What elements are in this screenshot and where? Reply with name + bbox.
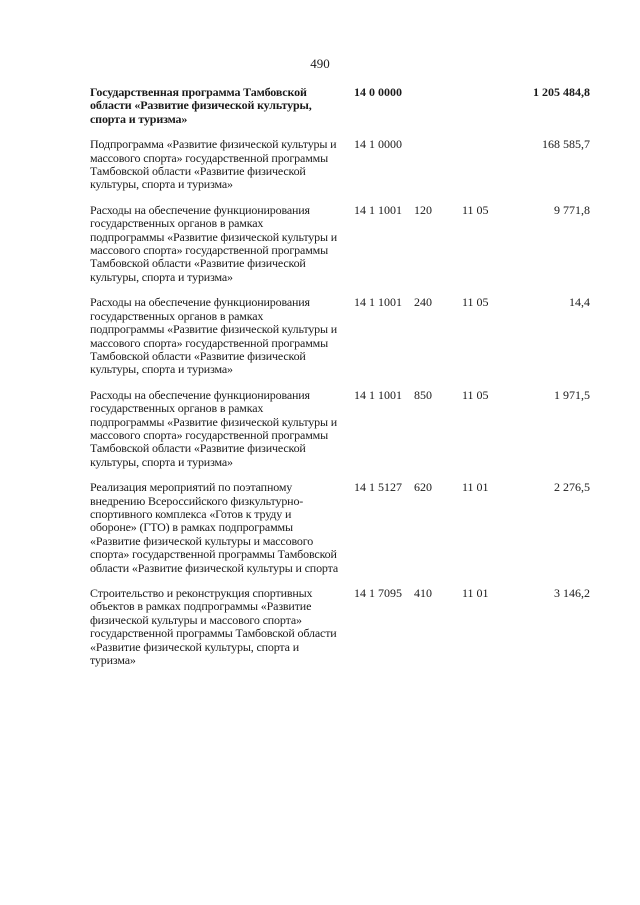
row-expense-type: 850	[414, 387, 432, 402]
row-target-code: 14 1 7095	[354, 586, 402, 600]
row-section-code: 11 05	[462, 202, 489, 217]
row-name: Расходы на обеспечение функционирования государственных органов в рамках подпрограммы «Развитие физической культуры и массового спорта» государственной программы Тамбовской области «Развитие физической культуры, спорта и туризма»	[90, 387, 338, 469]
row-name: Реализация мероприятий по поэтапному внедрению Всероссийского физкультурно-спортивного комплекса «Готов к труду и обороне» (ГТО) в рамках подпрограммы «Развитие физической культуры и массового спорта» государственной программы Тамбовской области «Развитие физической культуры и спорта	[90, 480, 339, 575]
budget-table	[90, 86, 590, 679]
row-section-code: 11 01	[462, 586, 489, 600]
row-section-code: 11 01	[462, 480, 489, 495]
row-name: Расходы на обеспечение функционирования государственных органов в рамках подпрограммы «Развитие физической культуры и массового спорта» государственной программы Тамбовской области «Развитие физической культуры, спорта и туризма»	[90, 295, 338, 377]
row-target-code: 14 0 0000	[354, 85, 402, 99]
row-section-code: 11 05	[462, 387, 489, 402]
table-row	[90, 587, 590, 667]
row-amount: 14,4	[569, 295, 590, 310]
row-amount: 1 971,5	[554, 387, 590, 402]
table-row	[90, 86, 590, 126]
row-name: Расходы на обеспечение функционирования государственных органов в рамках подпрограммы «Развитие физической культуры и массового спорта» государственной программы Тамбовской области «Развитие физической культуры, спорта и туризма»	[90, 202, 338, 284]
row-amount: 9 771,8	[554, 202, 590, 217]
table-row	[90, 389, 590, 469]
row-target-code: 14 1 1001	[354, 295, 402, 310]
row-target-code: 14 1 1001	[354, 387, 402, 402]
row-target-code: 14 1 1001	[354, 202, 402, 217]
row-expense-type: 240	[414, 295, 432, 310]
table-row	[90, 481, 590, 575]
row-name: Государственная программа Тамбовской области «Развитие физической культуры, спорта и туризма»	[90, 85, 312, 126]
table-row	[90, 296, 590, 376]
row-expense-type: 120	[414, 202, 432, 217]
row-amount: 168 585,7	[542, 137, 590, 152]
table-row	[90, 204, 590, 284]
row-section-code: 11 05	[462, 295, 489, 310]
row-amount: 2 276,5	[554, 480, 590, 495]
row-target-code: 14 1 0000	[354, 137, 402, 152]
row-expense-type: 410	[414, 586, 432, 600]
row-name: Подпрограмма «Развитие физической культуры и массового спорта» государственной программы Тамбовской области «Развитие физической культуры, спорта и туризма»	[90, 137, 337, 192]
row-target-code: 14 1 5127	[354, 480, 402, 495]
table-row	[90, 138, 590, 192]
row-expense-type: 620	[414, 480, 432, 495]
row-amount: 1 205 484,8	[533, 85, 590, 99]
page-number: 490	[310, 56, 330, 71]
row-name: Строительство и реконструкция спортивных объектов в рамках подпрограммы «Развитие физической культуры и массового спорта» государственной программы Тамбовской области «Развитие физической культуры, спорта и туризма»	[90, 586, 337, 668]
row-amount: 3 146,2	[554, 586, 590, 600]
